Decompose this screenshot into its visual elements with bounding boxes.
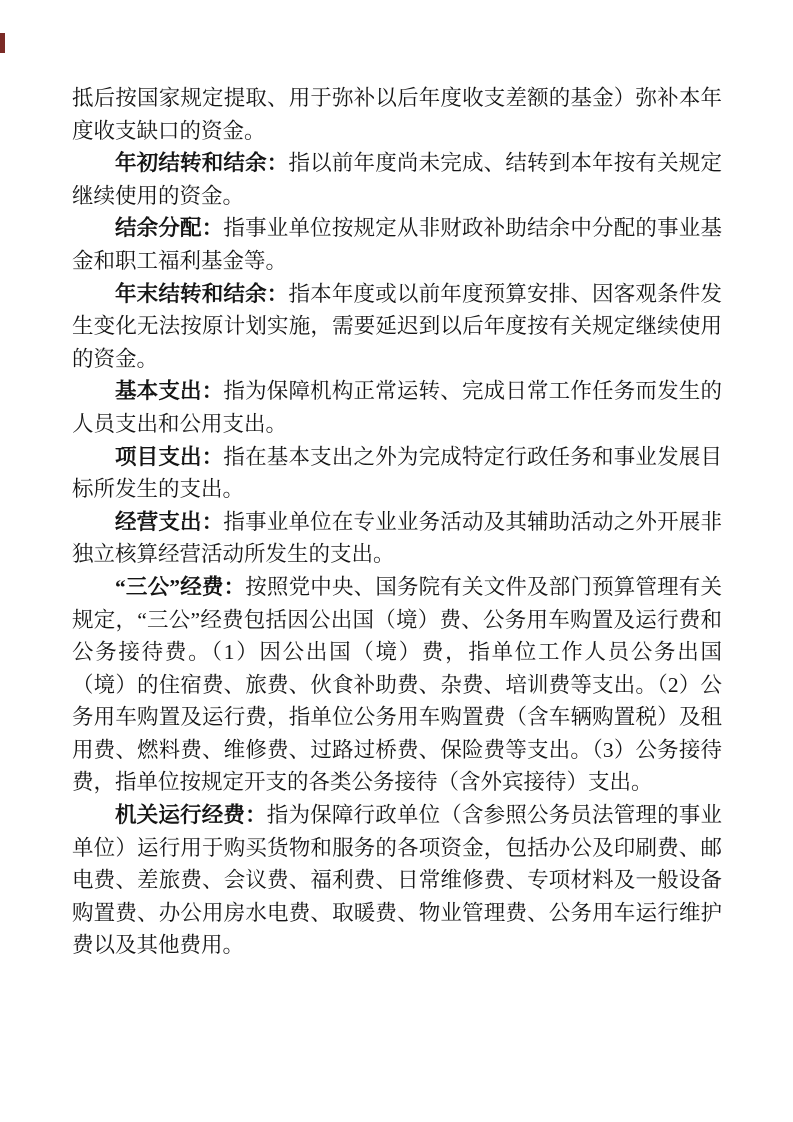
term-label: 年初结转和结余：: [115, 151, 289, 176]
term-definition: 指以前年度尚未完成、结转到本年按有关规定继续使用的资金。: [72, 151, 722, 208]
term-definition: 指本年度或以前年度预算安排、因客观条件发生变化无法按原计划实施，需要延迟到以后年度按有关规定继续使用的资金。: [72, 281, 722, 371]
term-definition: 指为保障机构正常运转、完成日常工作任务而发生的人员支出和公用支出。: [72, 379, 722, 436]
term-label: 基本支出：: [115, 379, 224, 404]
term-definition: 指在基本支出之外为完成特定行政任务和事业发展目标所发生的支出。: [72, 444, 722, 502]
term-label: 项目支出：: [115, 444, 224, 469]
term-definition: 按照党中央、国务院有关文件及部门预算管理有关规定，“三公”经费包括因公出国（境）费、公务用车购置及运行费和公务接待费。（1）因公出国（境）费，指单位工作人员公务出国（境）的住宿费、旅费、伙食补助费、杂费、培训费等支出。（2）公务用车购置及运行费，指单位公务用车购置费（含车辆购置税）及租用费、燃料费、维修费、过路过桥费、保险费等支出。（3）公务接待费，指单位按规定开支的各类公务接待（含外宾接待）支出。: [72, 574, 722, 795]
term-label: 经营支出：: [115, 509, 224, 534]
term-definition: 指为保障行政单位（含参照公务员法管理的事业单位）运行用于购买货物和服务的各项资金，包括办公及印刷费、邮电费、差旅费、会议费、福利费、日常维修费、专项材料及一般设备购置费、办公用房水电费、取暖费、物业管理费、公务用车运行维护费以及其他费用。: [72, 803, 722, 958]
glossary-paragraph: [72, 441, 722, 506]
term-label: 年末结转和结余：: [115, 281, 289, 306]
glossary-paragraph: [72, 799, 722, 962]
glossary-paragraph: [72, 212, 722, 277]
term-definition: 抵后按国家规定提取、用于弥补以后年度收支差额的基金）弥补本年度收支缺口的资金。: [72, 86, 722, 143]
glossary-paragraph: [72, 506, 722, 571]
document-body: [72, 82, 722, 962]
glossary-paragraph: [72, 278, 722, 376]
glossary-paragraph: [72, 147, 722, 212]
glossary-paragraph: [72, 82, 722, 147]
term-label: 机关运行经费：: [115, 803, 267, 828]
term-label: “三公”经费：: [115, 574, 246, 599]
glossary-paragraph: [72, 375, 722, 440]
scan-artifact-mark: [0, 33, 5, 53]
term-label: 结余分配：: [115, 216, 224, 241]
term-definition: 指事业单位按规定从非财政补助结余中分配的事业基金和职工福利基金等。: [72, 216, 722, 273]
term-definition: 指事业单位在专业业务活动及其辅助活动之外开展非独立核算经营活动所发生的支出。: [72, 509, 722, 567]
glossary-paragraph: [72, 571, 722, 799]
